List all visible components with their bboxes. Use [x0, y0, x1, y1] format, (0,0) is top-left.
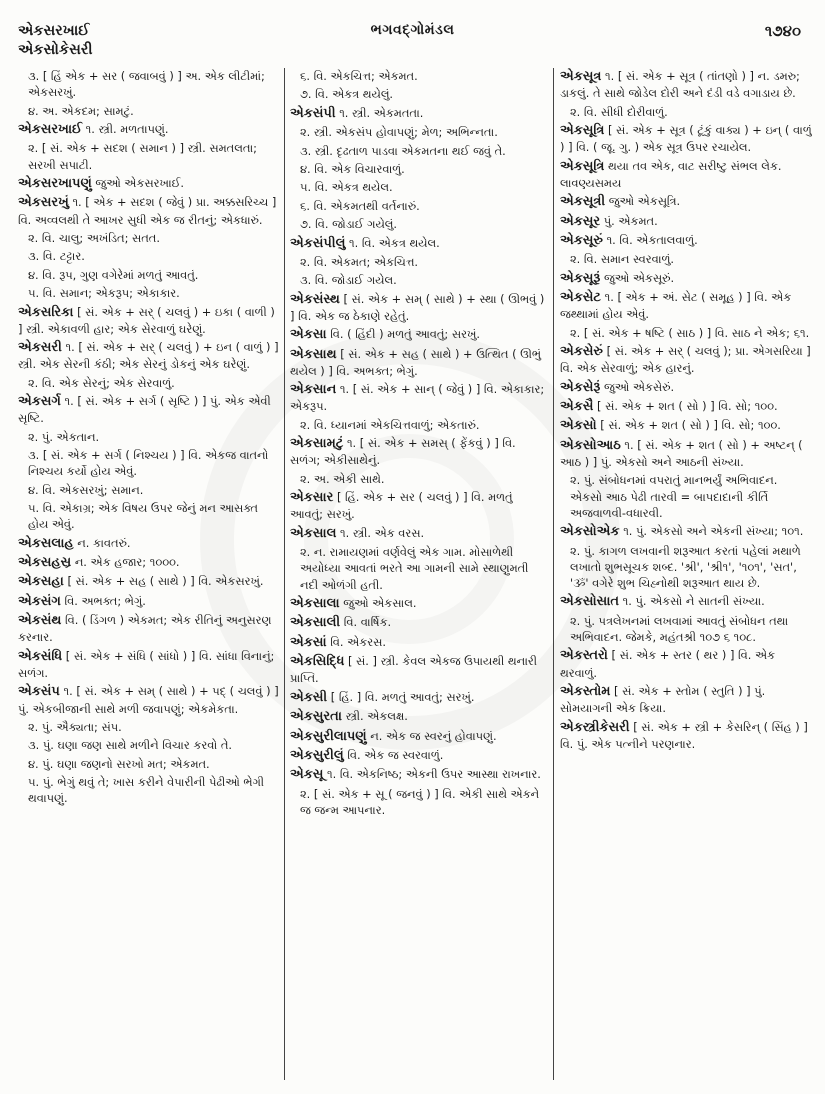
dictionary-entry: ૨. અ. એકી સાથે.	[300, 471, 385, 486]
dictionary-entry: એકસાલી વિ. વાર્ષિક.	[290, 615, 392, 631]
dictionary-entry: એકસાં વિ. એકરસ.	[290, 634, 386, 650]
dictionary-entry: એકસંપ ૧. [ સં. એક + સમ્ ( સાથે ) + પદ્ ( ચલવું ) ] પું. એકબીજાની સાથે મળી જવાપણું; એકમેકતા.	[18, 684, 279, 716]
dictionary-entry: ૪. અ. એકદમ; સામટું.	[28, 103, 134, 118]
dictionary-entry: ૩. [ હિં એક + સર ( જવાબવું ) ] અ. એક લીટીમાં; એકસરખું.	[28, 69, 265, 100]
dictionary-entry: ૬. વિ. એકચિત્ત; એકમત.	[300, 69, 418, 83]
dictionary-entry: એકસૂરું ૧. વિ. એકતાલવાળું.	[560, 232, 698, 248]
dictionary-entry: એકસૈ [ સં. એક + શત ( સો ) ] વિ. સો; ૧૦૦.	[560, 399, 778, 415]
dictionary-entry: ૨. વિ. ધ્યાનમાં એકચિત્તવાળું; એકતારું.	[300, 417, 480, 432]
dictionary-entry: ૪. વિ. એક વિચારવાળું.	[300, 161, 405, 176]
dictionary-entry: એકસોસાત ૧. પું. એકસો ને સાતની સંખ્યા.	[560, 594, 765, 610]
dictionary-entry: ૩. [ સં. એક + સર્ગ ( નિશ્ચય ) ] વિ. એકજ વાતનો નિશ્ચય કર્યો હોય એવું.	[28, 448, 269, 479]
dictionary-entry: ૨. ન. રામાયણમાં વર્ણવેલું એક ગામ. મોસાળેથી અયોધ્યા આવતાં ભરતે આ ગામની સામે સ્થાણુમતી નદી ઓળંગી હતી.	[300, 545, 529, 592]
dictionary-column-3	[560, 68, 812, 1084]
dictionary-entry: એકસિદ્ધિ [ સં. ] સ્ત્રી. કેવલ એકજ ઉપાયથી થનારી પ્રાપ્તિ.	[290, 654, 538, 686]
dictionary-entry: ૨. પું. એકતાન.	[28, 429, 100, 444]
dictionary-entry: ૨. પું. પત્રલેખનમાં લખવામાં આવતું સંબોધન તથા અભિવાદન. જેમકે, મહંતશ્રી ૧૦૭ ૬ ૧૦૮.	[570, 613, 789, 645]
book-title: ભગવદ્ગોમંડલ	[370, 22, 455, 38]
dictionary-entry: ૨. વિ. એક સેરનું; એક સેરવાળું.	[28, 375, 175, 390]
dictionary-entry: એકસુરીલાપણું ન. એક જ સ્વરનું હોવાપણું.	[290, 728, 497, 744]
dictionary-entry: એકસહા [ સં. એક + સહ ( સાથે ) ] વિ. એકસરખું.	[18, 574, 264, 590]
dictionary-entry: એકસૂત્રિ થયા તવ એક, વાટ સરીષ્ટુ સંભલ લેક. લાવણ્યસમય	[560, 158, 782, 190]
dictionary-entry: એકસુરતા સ્ત્રી. એકલક્ષ.	[290, 709, 408, 725]
guide-word-top: એકસરખાઈ	[18, 23, 90, 39]
dictionary-entry: ૭. વિ. જોડાઈ ગયેલું.	[300, 217, 398, 232]
dictionary-entry: એકસેરૂં જુઓ એકસેરું.	[560, 379, 675, 395]
dictionary-entry: એકસેરું [ સં. એક + સર્ ( ચલવું ); પ્રા. એગસરિયા ] વિ. એક સેરવાળું; એક હારનું.	[560, 344, 811, 376]
dictionary-entry: ૨. પું. ઐક્યતા; સંપ.	[28, 720, 122, 734]
column-divider	[553, 68, 554, 1080]
dictionary-column-1	[18, 68, 280, 1084]
dictionary-entry: એકસંથ વિ. ( ડિંગળ ) એકમત; એક રીતિનું અનુસરણ કરનાર.	[18, 613, 272, 645]
dictionary-entry: એકસી [ હિં. ] વિ. મળતું આવતું; સરખું.	[290, 689, 475, 705]
dictionary-entry: એકસૂ ૧. વિ. એકનિષ્ઠ; એકની ઉપર આસ્થા રાખનાર.	[290, 767, 541, 783]
dictionary-entry: ૫. વિ. એકત્ર થયેલ.	[300, 180, 393, 195]
dictionary-entry: ૩. વિ. જોડાઈ ગયેલ.	[300, 273, 397, 288]
dictionary-entry: ૨. વિ. ચાલુ; અખંડિત; સતત.	[28, 230, 160, 245]
page-number: ૧૭૪૦	[764, 22, 801, 40]
dictionary-entry: એકસંગ વિ. અભક્ત; ભેગું.	[18, 593, 146, 609]
dictionary-entry: ૨. પું. સંબોધનમાં વપરાતું માનભર્યું અભિવાદન. એકસો આઠ પેઢી તારવી = બાપદાદાની કીર્તિ અજવાળવી-વધારવી.	[570, 473, 778, 520]
dictionary-entry: એકસંધિ [ સં. એક + સંધિ ( સાંધો ) ] વિ. સાંધા વિનાનું; સળંગ.	[18, 648, 275, 681]
dictionary-entry: એકસામટું ૧. [ સં. એક + સમસ્ ( ફેંકવું ) ] વિ. સળંગ; એકીસાથેનું.	[290, 436, 516, 468]
dictionary-entry: એકસાન ૧. [ સં. એક + સાન્ ( જેવું ) ] વિ. એકાકાર; એકરૂપ.	[290, 382, 545, 414]
dictionary-entry: એકસરિકા [ સં. એક + સર્ ( ચલવું ) + ઇકા ( વાળી ) ] સ્ત્રી. એકાવળી હાર; એક સેરવાળું ઘરેણું.	[18, 304, 275, 336]
dictionary-entry: એકસરખું ૧. [ એક + સદશ ( જેવું ) પ્રા. અક્કસરિચ્ચ ] વિ. અવ્વલથી તે આખર સુધી એક જ રીતનું; એકધારું.	[18, 195, 277, 227]
dictionary-entry: એકસોએક ૧. પું. એકસો અને એકની સંખ્યા; ૧૦૧.	[560, 524, 804, 540]
dictionary-entry: ૩. પું. ઘણા જણ સાથે મળીને વિચાર કરવો તે.	[28, 738, 232, 753]
dictionary-entry: એકસુરીલું વિ. એક જ સ્વરવાળું.	[290, 747, 444, 763]
dictionary-entry: એકસૂર પું. એકમત.	[560, 213, 658, 229]
dictionary-entry: એકસરખાપણું જુઓ એકસરખાઈ.	[18, 175, 185, 191]
dictionary-entry: એકસરખાઈ ૧. સ્ત્રી. મળતાપણું.	[18, 121, 169, 137]
dictionary-column-2	[290, 68, 548, 1084]
dictionary-entry: ૪. વિ. રૂપ, ગુણ વગેરેમાં મળતું આવતું.	[28, 267, 199, 282]
dictionary-entry: એકસંસ્થ [ સં. એક + સમ્ ( સાથે ) + સ્થા ( ઊભવું ) ] વિ. એક જ ઠેકાણે રહેતું.	[290, 291, 545, 323]
dictionary-entry: ૨. [ સં. એક + ષષ્ટિ ( સાઠ ) ] વિ. સાઠ ને એક; ૬૧.	[570, 325, 810, 340]
dictionary-entry: એકસંપીલું ૧. વિ. એકત્ર થયેલ.	[290, 235, 440, 251]
dictionary-entry: એકસાથ [ સં. એક + સહ ( સાથે ) + ઉત્થિત ( ઊભું થયેલ ) ] વિ. અભક્ત; ભેગું.	[290, 346, 542, 378]
dictionary-entry: ૨. સ્ત્રી. એકસંપ હોવાપણું; મેળ; અભિન્નતા.	[300, 125, 498, 140]
dictionary-entry: એકસંપી ૧. સ્ત્રી. એકમતતા.	[290, 105, 424, 121]
dictionary-entry: ૨. વિ. સમાન સ્વરવાળું.	[570, 252, 675, 267]
dictionary-entry: એકસરી ૧. [ સં. એક + સર્ ( ચલવું ) + ઇન ( વાળું ) ] સ્ત્રી. એક સેરની કંઠી; એક સેરનું ડોકનું એક ઘરેણું.	[18, 340, 279, 372]
dictionary-entry: એકસાલ ૧. સ્ત્રી. એક વરસ.	[290, 525, 425, 541]
dictionary-entry: ૨. પું. કાગળ લખવાની શરૂઆત કરતાં પહેલાં મથાળે લખાતો શુભસૂચક શબ્દ. 'શ્રી', 'શ્રી૧', '૧૦૧', 'સત', 'ૐ' વગેરે શુભ ચિહ્નોથી શરૂઆત થાય છે.	[570, 543, 801, 591]
dictionary-entry: ૫. વિ. એકાગ્ર; એક વિષય ઉપર જેનું મન આસક્ત હોય એવું.	[28, 501, 258, 532]
dictionary-entry: એકસ્તરો [ સં. એક + સ્તર ( થર ) ] વિ. એક થરવાળું.	[560, 648, 776, 680]
guide-word-bottom: એકસોકેસરી	[18, 42, 93, 58]
dictionary-entry: ૩. વિ. ટટ્ટાર.	[28, 249, 85, 264]
dictionary-entry: ૩. સ્ત્રી. દૃઢતાળ પાડવા એકમતના થઈ જવું તે.	[300, 143, 506, 158]
column-divider	[284, 68, 285, 1080]
dictionary-entry: એકસ્તોમ [ સં. એક + સ્તોમ ( સ્તુતિ ) ] પું. સોમયાગની એક ક્રિયા.	[560, 684, 766, 716]
dictionary-entry: ૪. પું. ઘણા જણનો સરખો મત; એકમત.	[28, 756, 210, 771]
dictionary-entry: એકસાર [ હિં. એક + સર ( ચલવું ) ] વિ. મળતું આવતું; સરખું.	[290, 490, 513, 522]
dictionary-entry: એકસોઆઠ ૧. [ સં. એક + શત ( સો ) + અષ્ટન્ ( આઠ ) ] પું. એકસો અને આઠની સંખ્યા.	[560, 437, 803, 470]
dictionary-entry: એકસો [ સં. એક + શત ( સો ) ] વિ. સો; ૧૦૦.	[560, 418, 781, 434]
dictionary-entry: એકસાલા જુઓ એકસાલ.	[290, 596, 417, 612]
dictionary-entry: એકસૂત્રિ [ સં. એક + સૂત્ર ( ટૂંકું વાક્ય ) + ઇન્ ( વાળું ) ] વિ. ( જૂ. ગુ. ) એક સૂત્ર ઉપર રચાયેલ.	[560, 122, 812, 155]
page-header	[0, 0, 825, 64]
dictionary-entry: એકસૂત્ર ૧. [ સં. એક + સૂત્ર ( તાંતણો ) ] ન. ડમરુ; ડાકલું. તે સાથે જોડેલ દોરી અને દંડી વડે વગાડાય છે.	[560, 69, 800, 101]
dictionary-entry: ૬. વિ. એકમતથી વર્તનારું.	[300, 198, 420, 213]
dictionary-entry: ૪. વિ. એકસરખું; સમાન.	[28, 482, 144, 497]
dictionary-entry: ૨. [ સં. એક + સૂ ( જનવું ) ] વિ. એકી સાથે એકને જ જન્મ આપનાર.	[300, 786, 540, 817]
dictionary-entry: એકસહસ્ર ન. એક હજાર; ૧૦૦૦.	[18, 555, 180, 571]
dictionary-entry: એકસેટ ૧. [ એક + અં. સેટ ( સમૂહ ) ] વિ. એક જથ્થામાં હોય એવું.	[560, 290, 792, 322]
dictionary-entry: ૭. વિ. એકત્ર થયેલું.	[300, 87, 394, 102]
dictionary-entry: ૨. વિ. એકમત; એકચિત્ત.	[300, 254, 419, 269]
dictionary-entry: એકસલાહ ન. કાવતરું.	[18, 535, 131, 551]
dictionary-entry: ૨. વિ. સીધી દોરીવાળું.	[570, 104, 668, 119]
dictionary-entry: એકસા વિ. ( હિંદી ) મળતું આવતું; સરખું.	[290, 327, 480, 343]
dictionary-entry: ૨. [ સં. એક + સદશ ( સમાન ) ] સ્ત્રી. સમતલતા; સરખી સપાટી.	[28, 141, 257, 172]
dictionary-entry: એકસ્ત્રીકેસરી [ સં. એક + સ્ત્રી + કેસરિન્ ( સિંહ ) ] વિ. પું. એક પત્નીને પરણનાર.	[560, 719, 808, 751]
dictionary-entry: એકસર્ગ ૧. [ સં. એક + સર્ગ ( સૃષ્ટિ ) ] પું. એક એવી સૃષ્ટિ.	[18, 394, 271, 426]
dictionary-entry: એકસૂત્રી જુઓ એકસૂત્રિ.	[560, 194, 681, 210]
dictionary-entry: એકસૂરૂં જુઓ એકસૂરું.	[560, 270, 675, 286]
dictionary-entry: ૫. પું. ભેગું થવું તે; ખાસ કરીને વેપારીની પેઢીઓ ભેગી થવાપણું.	[28, 775, 265, 806]
dictionary-entry: ૫. વિ. સમાન; એકરૂપ; એકાકાર.	[28, 286, 180, 301]
